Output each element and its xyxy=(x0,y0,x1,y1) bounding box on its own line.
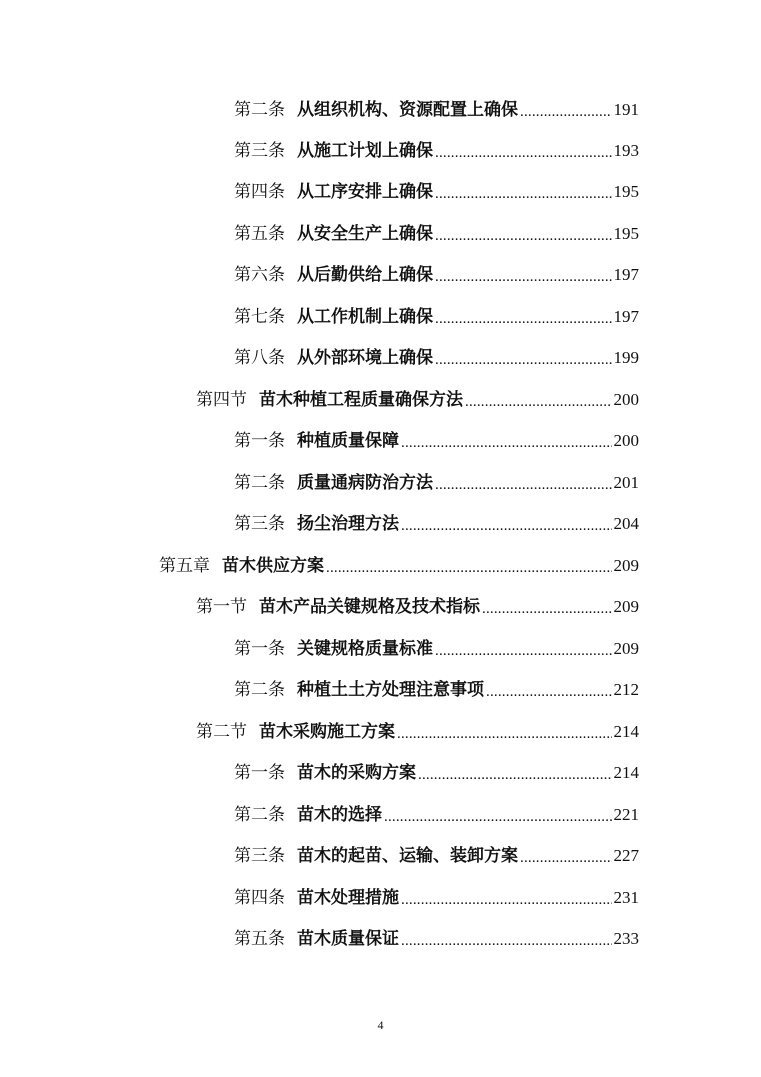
toc-entry-section[interactable] xyxy=(196,387,639,413)
toc-entry[interactable] xyxy=(234,677,639,703)
toc-entry-title: 从工序安排上确保 xyxy=(297,182,433,202)
toc-entry-number: 第八条 xyxy=(234,348,285,368)
toc-entry-page: 209 xyxy=(613,556,639,575)
toc-entry-page: 193 xyxy=(613,141,639,160)
toc-entry-title: 种植质量保障 xyxy=(297,431,399,451)
toc-entry-number: 第一条 xyxy=(234,763,285,783)
toc-entry-page: 197 xyxy=(613,307,639,326)
toc-dot-leader xyxy=(418,764,612,786)
toc-entry-title: 从组织机构、资源配置上确保 xyxy=(297,100,518,120)
toc-entry[interactable] xyxy=(234,802,639,828)
toc-dot-leader xyxy=(435,142,612,164)
toc-entry-page: 227 xyxy=(613,846,639,865)
toc-entry-title: 种植土土方处理注意事项 xyxy=(297,680,484,700)
toc-dot-leader xyxy=(482,598,612,620)
toc-dot-leader xyxy=(435,349,612,371)
toc-entry-title: 苗木的起苗、运输、装卸方案 xyxy=(297,846,518,866)
toc-entry-title: 苗木供应方案 xyxy=(222,556,324,576)
toc-dot-leader xyxy=(401,432,612,454)
toc-entry-page: 204 xyxy=(613,514,639,533)
toc-entry[interactable] xyxy=(234,345,639,371)
toc-entry-number: 第二条 xyxy=(234,805,285,825)
toc-entry-page: 200 xyxy=(613,390,639,409)
toc-entry-page: 214 xyxy=(613,722,639,741)
toc-entry-title: 苗木产品关键规格及技术指标 xyxy=(259,597,480,617)
toc-entry-title: 从施工计划上确保 xyxy=(297,141,433,161)
page-number: 4 xyxy=(377,1018,384,1032)
toc-entry-title: 从工作机制上确保 xyxy=(297,307,433,327)
toc-entry[interactable] xyxy=(234,760,639,786)
toc-entry-page: 209 xyxy=(613,639,639,658)
toc-entry[interactable] xyxy=(234,221,639,247)
toc-entry-title: 从后勤供给上确保 xyxy=(297,265,433,285)
toc-entry[interactable] xyxy=(234,97,639,123)
toc-dot-leader xyxy=(435,308,612,330)
toc-entry-title: 从安全生产上确保 xyxy=(297,224,433,244)
toc-entry-number: 第四条 xyxy=(234,182,285,202)
toc-entry-page: 200 xyxy=(613,431,639,450)
toc-entry-page: 199 xyxy=(613,348,639,367)
toc-dot-leader xyxy=(435,183,612,205)
toc-entry-number: 第二节 xyxy=(196,722,247,742)
toc-entry[interactable] xyxy=(234,428,639,454)
toc-entry-title: 苗木质量保证 xyxy=(297,929,399,949)
toc-entry-title: 苗木的选择 xyxy=(297,805,382,825)
toc-entry-title: 苗木种植工程质量确保方法 xyxy=(259,390,463,410)
toc-dot-leader xyxy=(435,225,612,247)
toc-entry-number: 第五条 xyxy=(234,929,285,949)
toc-entry[interactable] xyxy=(234,843,639,869)
toc-entry-page: 191 xyxy=(613,100,639,119)
toc-dot-leader xyxy=(401,515,612,537)
toc-entry-page: 221 xyxy=(613,805,639,824)
toc-entry-title: 苗木处理措施 xyxy=(297,888,399,908)
toc-dot-leader xyxy=(435,474,612,496)
toc-entry-page: 214 xyxy=(613,763,639,782)
toc-entry-section[interactable] xyxy=(196,594,639,620)
toc-entry-number: 第一条 xyxy=(234,431,285,451)
toc-entry-page: 195 xyxy=(613,182,639,201)
toc-entry-title: 苗木采购施工方案 xyxy=(259,722,395,742)
toc-dot-leader xyxy=(384,806,612,828)
toc-entry-title: 从外部环境上确保 xyxy=(297,348,433,368)
toc-entry-title: 关键规格质量标准 xyxy=(297,639,433,659)
toc-entry[interactable] xyxy=(234,885,639,911)
toc-entry[interactable] xyxy=(234,138,639,164)
toc-dot-leader xyxy=(435,640,612,662)
toc-entry-number: 第三条 xyxy=(234,514,285,534)
toc-dot-leader xyxy=(520,101,612,123)
toc-entry-number: 第七条 xyxy=(234,307,285,327)
toc-entry-title: 质量通病防治方法 xyxy=(297,473,433,493)
toc-entry-page: 197 xyxy=(613,265,639,284)
toc-dot-leader xyxy=(435,266,612,288)
toc-entry-number: 第二条 xyxy=(234,473,285,493)
toc-entry-number: 第一条 xyxy=(234,639,285,659)
toc-dot-leader xyxy=(486,681,612,703)
toc-entry[interactable] xyxy=(234,926,639,952)
toc-entry-section[interactable] xyxy=(196,719,639,745)
toc-entry-number: 第四节 xyxy=(196,390,247,410)
toc-entry-number: 第三条 xyxy=(234,141,285,161)
toc-entry-page: 231 xyxy=(613,888,639,907)
toc-dot-leader xyxy=(401,889,612,911)
toc-dot-leader xyxy=(326,557,612,579)
toc-entry-number: 第一节 xyxy=(196,597,247,617)
toc-entry-page: 195 xyxy=(613,224,639,243)
toc-entry-number: 第二条 xyxy=(234,680,285,700)
toc-entry[interactable] xyxy=(234,470,639,496)
toc-entry-page: 201 xyxy=(613,473,639,492)
toc-entry-number: 第二条 xyxy=(234,100,285,120)
toc-entry[interactable] xyxy=(234,262,639,288)
toc-dot-leader xyxy=(520,847,612,869)
toc-entry[interactable] xyxy=(234,636,639,662)
toc-entry-chapter[interactable] xyxy=(159,553,639,579)
toc-entry-title: 苗木的采购方案 xyxy=(297,763,416,783)
toc-entry-number: 第六条 xyxy=(234,265,285,285)
toc-entry-number: 第五条 xyxy=(234,224,285,244)
toc-dot-leader xyxy=(465,391,612,413)
toc-dot-leader xyxy=(397,723,612,745)
toc-entry[interactable] xyxy=(234,304,639,330)
toc-entry[interactable] xyxy=(234,511,639,537)
toc-entry[interactable] xyxy=(234,179,639,205)
toc-entry-number: 第四条 xyxy=(234,888,285,908)
toc-entry-page: 209 xyxy=(613,597,639,616)
toc-entry-page: 212 xyxy=(613,680,639,699)
toc-entry-number: 第五章 xyxy=(159,556,210,576)
toc-entry-title: 扬尘治理方法 xyxy=(297,514,399,534)
toc-entry-number: 第三条 xyxy=(234,846,285,866)
toc-dot-leader xyxy=(401,930,612,952)
toc-entry-page: 233 xyxy=(613,929,639,948)
